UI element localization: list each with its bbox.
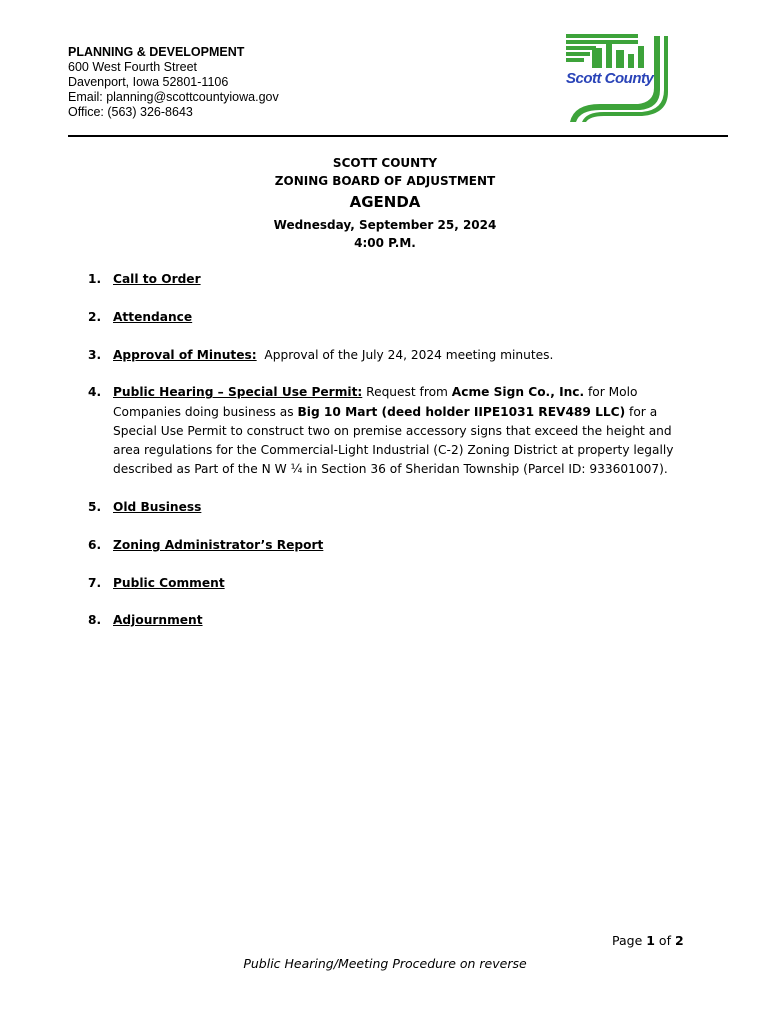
agenda-item	[88, 611, 688, 630]
meeting-time: 4:00 P.M.	[354, 236, 416, 250]
item-heading: Public Comment	[113, 575, 225, 590]
address-line-1: 600 West Fourth Street	[68, 60, 197, 74]
applicant-name: Acme Sign Co., Inc.	[451, 385, 585, 400]
header-divider	[68, 135, 728, 137]
item-heading: Attendance	[113, 309, 193, 324]
page-of-label: of	[654, 933, 675, 948]
business-name: Big 10 Mart (deed holder IIPE1031 REV489 LLC)	[297, 404, 626, 419]
item-number: 1.	[88, 272, 102, 286]
item-heading: Call to Order	[113, 272, 201, 286]
item-heading: Old Business	[113, 500, 202, 514]
address-line-2: Davenport, Iowa 52801-1106	[68, 75, 229, 89]
email-line: Email: planning@scottcountyiowa.gov	[68, 90, 279, 104]
office-phone-line: Office: (563) 326-8643	[68, 105, 193, 119]
agenda-items-list	[88, 270, 688, 649]
letterhead-address	[68, 45, 279, 120]
agenda-item	[88, 383, 688, 479]
agenda-item	[88, 308, 688, 327]
agenda-item	[88, 270, 688, 289]
item-number: 7.	[88, 575, 102, 590]
department-name: PLANNING & DEVELOPMENT	[68, 45, 245, 59]
board-name: ZONING BOARD OF ADJUSTMENT	[274, 174, 496, 188]
page-label: Page	[612, 933, 647, 948]
item-description-part: for Molo Companies doing business as	[113, 385, 642, 419]
item-number: 3.	[88, 347, 102, 362]
current-page: 1	[646, 933, 655, 948]
agenda-item	[88, 574, 688, 593]
agenda-item	[88, 498, 688, 517]
item-description-part: Request from	[362, 385, 452, 400]
meeting-date: Wednesday, September 25, 2024	[273, 218, 497, 232]
item-heading: Zoning Administrator’s Report	[113, 537, 324, 552]
item-number: 8.	[88, 613, 102, 628]
org-name: SCOTT COUNTY	[332, 156, 438, 170]
page-number	[612, 933, 684, 948]
item-number: 2.	[88, 309, 102, 324]
total-pages: 2	[674, 933, 684, 948]
agenda-title-block	[0, 154, 770, 252]
item-heading: Adjournment	[113, 613, 203, 628]
item-number: 6.	[88, 537, 102, 552]
item-description-part: for a Special Use Permit to construct two on premise accessory signs that exceed the height and area regulations for the Commercial-Light Industrial (C-2) Zoning District at property legally described as Part of the N W ¼ in Section 36 of Sheridan Township (Parcel ID: 933601007).	[113, 404, 678, 477]
footer-note: Public Hearing/Meeting Procedure on reverse	[243, 956, 527, 971]
item-number: 4.	[88, 385, 102, 400]
item-heading: Public Hearing – Special Use Permit:	[113, 385, 363, 400]
item-description: Approval of the July 24, 2024 meeting minutes.	[256, 347, 554, 362]
agenda-heading: AGENDA	[349, 193, 421, 211]
agenda-item	[88, 346, 688, 365]
scott-county-logo	[560, 34, 680, 122]
item-heading: Approval of Minutes:	[113, 347, 257, 362]
agenda-item	[88, 536, 688, 555]
item-number: 5.	[88, 500, 102, 514]
logo-wordmark: Scott County	[566, 70, 654, 87]
